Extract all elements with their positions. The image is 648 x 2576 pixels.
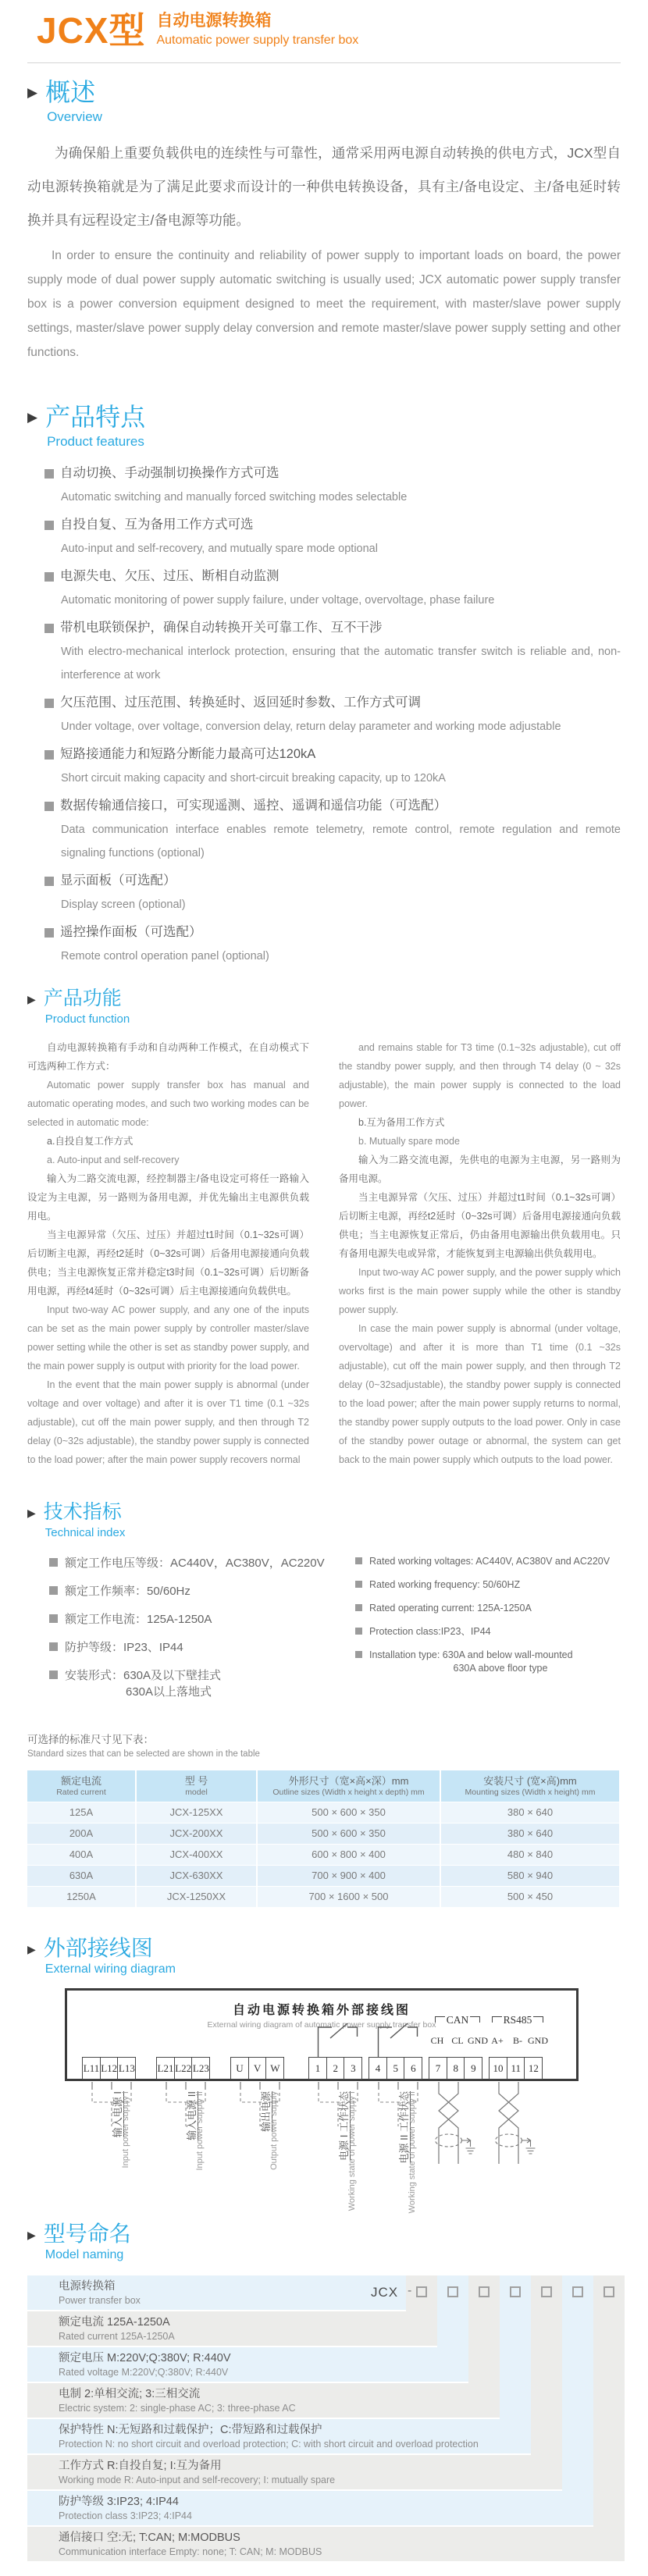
group-label-en: Working state of power supply II xyxy=(408,2091,417,2214)
group-label-en: Output power supply xyxy=(269,2091,279,2170)
technical-item xyxy=(355,1649,621,1675)
function-paragraph xyxy=(27,1151,309,1169)
code-box-icon xyxy=(479,2286,490,2297)
naming-row-zh: 通信接口 空:无; T:CAN; M:MODBUS xyxy=(59,2532,240,2544)
feature-item-zh xyxy=(45,869,621,893)
terminal: U xyxy=(230,2057,249,2080)
size-note-en: Standard sizes that can be selected are shown in the table xyxy=(27,1749,260,1759)
naming-row-en: Power transfer box xyxy=(59,2295,141,2306)
technical-item xyxy=(355,1625,621,1638)
feature-item-zh xyxy=(45,513,621,537)
terminal-group-state2 xyxy=(369,2057,422,2080)
naming-row xyxy=(27,2311,437,2346)
naming-row-zh: 电源转换箱 xyxy=(59,2280,116,2293)
technical-list-zh xyxy=(27,1555,355,1712)
function-paragraph xyxy=(27,1226,309,1300)
naming-row-zh: 额定电流 125A-1250A xyxy=(59,2316,170,2329)
model-cell: JCX-125XX xyxy=(137,1802,256,1823)
function-paragraph-zh: 当主电源异常（欠压、过压）并超过t1时间（0.1~32s可调）后切断主电源，再经t2延时（0~32s可调）后备用电源接通向负载供电；当主电源恢复正常后，仍由备用电源输出供负载用电。只有备用电源失电或异常，才能恢复到主电源输出供负载用电。 xyxy=(339,1192,621,1259)
function-paragraph xyxy=(27,1038,309,1076)
terminal: 1 xyxy=(308,2057,327,2080)
rated-current-cell: 630A xyxy=(27,1866,135,1886)
terminal: 8 xyxy=(447,2057,465,2080)
feature-item-zh xyxy=(45,616,621,640)
terminal: L11 xyxy=(82,2057,101,2080)
diagram-title-zh: 自动电源转换箱外部接线图 xyxy=(232,2004,411,2017)
terminal: L23 xyxy=(191,2057,210,2080)
size-table xyxy=(27,1770,619,1907)
function-paragraph-en: In the event that the main power supply is abnormal (under voltage and over voltage) and after it is over T1 time (0.1 ~32s adjustable), cut off the main power supply, and then through T2 delay (0~32s adjustable), the standby power supply is connected to the load power; after the main power supply recovers normal xyxy=(27,1379,309,1465)
terminal: 9 xyxy=(464,2057,482,2080)
function-paragraph-zh: b.互为备用工作方式 xyxy=(358,1117,445,1128)
bus-name: CAN xyxy=(446,2014,469,2026)
technical-item-text: Rated working frequency: 50/60HZ xyxy=(369,1579,521,1590)
function-paragraph-en: a. Auto-input and self-recovery xyxy=(47,1155,180,1165)
naming-row-zh: 工作方式 R:自投自复; I:互为备用 xyxy=(59,2460,222,2472)
feature-item-en: With electro-mechanical interlock protection, ensuring that the automatic transfer switch is reliable and, non-interference at work xyxy=(61,646,621,681)
naming-prefix: JCX xyxy=(371,2285,399,2300)
bullet-square-icon xyxy=(355,1557,362,1564)
terminal: V xyxy=(248,2057,267,2080)
technical-item-text: Installation type: 630A and below wall-mounted xyxy=(369,1649,573,1660)
mounting-size-cell: 380 × 640 xyxy=(441,1802,619,1823)
code-box-icon xyxy=(416,2286,427,2297)
header-en: model xyxy=(185,1788,208,1797)
feature-item-en: Under voltage, over voltage, conversion delay, return delay parameter and working mode adjustable xyxy=(61,720,561,733)
group-label-zh: 电源 I 工作状态 xyxy=(338,2091,350,2161)
terminal: W xyxy=(265,2057,284,2080)
feature-item-zh-text: 显示面板（可选配） xyxy=(60,873,176,888)
function-paragraph-en: Input two-way AC power supply, and the power supply which works first is the main power supply while the other is standby power supply. xyxy=(339,1267,621,1315)
feature-item xyxy=(45,920,621,968)
features-list xyxy=(27,461,621,968)
technical-item xyxy=(49,1583,355,1599)
header-zh: 外形尺寸（宽×高×深）mm xyxy=(288,1775,409,1787)
section-arrow-icon: ▶ xyxy=(27,1943,36,1955)
group-label-zh: 输入电源 II xyxy=(186,2091,198,2140)
pin-label: A+ xyxy=(491,2035,504,2046)
section-arrow-icon: ▶ xyxy=(27,2229,36,2241)
code-box-icon xyxy=(447,2286,458,2297)
feature-item-zh xyxy=(45,691,621,715)
naming-column xyxy=(562,2275,593,2525)
feature-item-zh xyxy=(45,794,621,818)
naming-row-zh: 额定电压 M:220V;Q:380V; R:440V xyxy=(59,2352,231,2364)
terminal: L22 xyxy=(174,2057,193,2080)
terminal: 7 xyxy=(429,2057,447,2080)
can-pins xyxy=(427,2035,488,2047)
naming-row xyxy=(27,2275,406,2310)
function-paragraph xyxy=(339,1113,621,1132)
technical-item xyxy=(355,1602,621,1615)
naming-row-zh: 电制 2:单相交流; 3:三相交流 xyxy=(59,2388,201,2400)
overview-paragraph-en: In order to ensure the continuity and reliability of power supply to important loads on board, the power supply mode of dual power supply automatic switching is usually used; JCX automatic power supply transfer box is a power conversion equipment designed to meet the requirement, with master/slave power supply settings, master/slave power supply delay conversion and remote master/slave power supply setting and other functions. xyxy=(27,249,621,359)
technical-item xyxy=(355,1555,621,1568)
naming-row-en: Rated voltage M:220V;Q:380V; R:440V xyxy=(59,2367,229,2378)
function-paragraph xyxy=(27,1076,309,1132)
section-technical-heading xyxy=(27,1499,621,1541)
naming-row-zh: 保护特性 N:无短路和过载保护；C:带短路和过载保护 xyxy=(59,2424,322,2436)
technical-item-text: 安装形式：630A及以下壁挂式 xyxy=(65,1669,222,1682)
section-overview-heading xyxy=(27,76,621,126)
mounting-size-cell: 380 × 640 xyxy=(441,1823,619,1844)
function-paragraph xyxy=(339,1151,621,1188)
technical-item-text2: 630A above floor type xyxy=(453,1663,548,1674)
terminal: 5 xyxy=(386,2057,405,2080)
wiring-diagram-box xyxy=(65,1988,579,2081)
rs485-bus-label xyxy=(487,2015,548,2025)
size-table-header-row xyxy=(27,1770,619,1802)
group-label-en: Working state of power supply I xyxy=(347,2091,357,2211)
code-box-icon xyxy=(541,2286,552,2297)
terminal-group-input2 xyxy=(156,2057,209,2080)
bus-name: RS485 xyxy=(503,2014,532,2026)
function-paragraph-zh: 自动电源转换箱有手动和自动两种工作模式，在自动模式下可选两种工作方式： xyxy=(27,1042,309,1072)
feature-item-zh-text: 带机电联锁保护，确保自动转换开关可靠工作、互不干涉 xyxy=(60,621,383,635)
function-paragraph xyxy=(339,1038,621,1113)
terminal: 4 xyxy=(369,2057,387,2080)
feature-item-zh xyxy=(45,564,621,589)
outline-size-cell: 600 × 800 × 400 xyxy=(258,1845,440,1865)
function-paragraph xyxy=(339,1132,621,1151)
overview-paragraph-zh: 为确保船上重要负载供电的连续性与可靠性，通常采用两电源自动转换的供电方式，JCX型自动电源转换箱就是为了满足此要求而设计的一种供电转换设备，具有主/备电设定、主/备电延时转换并具有远程设定主/备电源等功能。 xyxy=(27,145,621,228)
technical-item xyxy=(49,1639,355,1656)
bullet-square-icon xyxy=(45,699,54,708)
terminal: 3 xyxy=(344,2057,362,2080)
feature-item-zh xyxy=(45,920,621,945)
header-en: Outline sizes (Width x height x depth) mm xyxy=(272,1788,425,1797)
feature-item xyxy=(45,691,621,738)
group-label-zh: 输出电源 xyxy=(260,2091,272,2133)
technical-item-text: 额定工作电流：125A-1250A xyxy=(65,1613,212,1626)
pin-label: CH xyxy=(430,2035,444,2046)
technical-item-text: 防护等级：IP23、IP44 xyxy=(65,1641,183,1654)
features-heading-zh: 产品特点 xyxy=(45,403,146,431)
naming-separator: - xyxy=(408,2284,412,2297)
bullet-square-icon xyxy=(45,877,54,886)
feature-item xyxy=(45,513,621,560)
naming-row-en: Rated current 125A-1250A xyxy=(59,2331,175,2342)
wiring-lines xyxy=(65,2081,580,2216)
technical-heading-zh: 技术指标 xyxy=(43,1501,122,1523)
pin-label: B- xyxy=(513,2035,522,2046)
technical-item-text: Rated working voltages: AC440V, AC380V and AC220V xyxy=(369,1556,611,1567)
outline-size-cell: 700 × 1600 × 500 xyxy=(258,1887,440,1907)
feature-item xyxy=(45,869,621,916)
bracket-left-icon xyxy=(435,2016,445,2023)
diagram-title-en: External wiring diagram of automatic power supply transfer box xyxy=(207,2020,436,2030)
group-label-en: Input power supply II xyxy=(195,2091,205,2171)
pin-label: GND xyxy=(528,2035,548,2046)
naming-row-en: Electric system: 2: single-phase AC; 3: three-phase AC xyxy=(59,2403,296,2414)
header-en: Rated current xyxy=(56,1788,106,1797)
section-features-heading xyxy=(27,400,621,450)
bullet-square-icon xyxy=(355,1651,362,1658)
function-paragraph xyxy=(339,1319,621,1469)
switch-symbol-icon xyxy=(308,2021,367,2057)
wiring-heading-zh: 外部接线图 xyxy=(43,1936,153,1960)
size-table-header-cell xyxy=(258,1770,440,1802)
outline-size-cell: 500 × 600 × 350 xyxy=(258,1823,440,1844)
naming-row xyxy=(27,2383,500,2418)
function-columns xyxy=(27,1038,621,1469)
feature-item-zh-text: 数据传输通信接口，可实现遥测、遥控、遥调和遥信功能（可选配） xyxy=(60,799,447,813)
rated-current-cell: 125A xyxy=(27,1802,135,1823)
bullet-square-icon xyxy=(45,750,54,760)
model-naming-table xyxy=(27,2275,625,2561)
bullet-square-icon xyxy=(49,1586,58,1595)
size-table-header-cell xyxy=(137,1770,256,1802)
naming-row xyxy=(27,2455,562,2489)
feature-item-zh-text: 自动切换、手动强制切换操作方式可选 xyxy=(60,466,279,480)
terminal-group-output xyxy=(230,2057,283,2080)
product-titles xyxy=(156,8,358,50)
feature-item-zh-text: 欠压范围、过压范围、转换延时、返回延时参数、工作方式可调 xyxy=(60,696,421,710)
bullet-square-icon xyxy=(45,624,54,633)
naming-row xyxy=(27,2347,468,2382)
size-table-row xyxy=(27,1887,619,1907)
technical-item-text: 额定工作频率：50/60Hz xyxy=(65,1585,190,1598)
function-column-left xyxy=(27,1038,309,1469)
function-paragraph-en: Input two-way AC power supply, and any one of the inputs can be set as the main power supply by controller master/slave power setting while the other is set as standby power supply, and the main power supply is output with priority for the load power. xyxy=(27,1304,309,1372)
size-note-zh: 可选择的标准尺寸见下表： xyxy=(27,1734,154,1745)
function-heading-en: Product function xyxy=(45,1012,130,1026)
outline-size-cell: 700 × 900 × 400 xyxy=(258,1866,440,1886)
group-label-zh: 电源 II 工作状态 xyxy=(398,2091,410,2164)
model-cell: JCX-200XX xyxy=(137,1823,256,1844)
feature-item-zh-text: 遥控操作面板（可选配） xyxy=(60,925,202,939)
feature-item xyxy=(45,461,621,509)
feature-item-en: Automatic monitoring of power supply failure, under voltage, overvoltage, phase failure xyxy=(61,594,495,607)
function-heading-zh: 产品功能 xyxy=(43,987,122,1009)
terminal-group-can xyxy=(429,2057,482,2080)
rs485-pins xyxy=(487,2035,548,2047)
function-paragraph-en: Automatic power supply transfer box has manual and automatic operating modes, and such two working modes can be selected in automatic mode: xyxy=(27,1080,309,1128)
section-arrow-icon: ▶ xyxy=(27,993,36,1005)
feature-item-zh-text: 短路接通能力和短路分断能力最高可达120kA xyxy=(60,747,316,761)
terminal: 2 xyxy=(326,2057,345,2080)
technical-columns xyxy=(27,1555,621,1712)
bullet-square-icon xyxy=(49,1558,58,1567)
section-arrow-icon: ▶ xyxy=(27,85,38,100)
feature-item xyxy=(45,742,621,790)
function-paragraph-en: and remains stable for T3 time (0.1~32s adjustable), cut off the standby power supply, and then through T4 delay (0 ~ 32s adjustable), the main power supply is connected to the load power. xyxy=(339,1042,621,1109)
function-paragraph-zh: 输入为二路交流电源，经控制器主/备电设定可将任一路输入设定为主电源，另一路则为备用电源，并优先输出主电源供负载用电。 xyxy=(27,1173,309,1222)
bullet-square-icon xyxy=(45,802,54,811)
pin-label: GND xyxy=(468,2035,488,2046)
size-table-row xyxy=(27,1845,619,1865)
feature-item-zh xyxy=(45,742,621,767)
bullet-square-icon xyxy=(45,572,54,582)
naming-column xyxy=(593,2275,625,2561)
technical-item xyxy=(49,1667,355,1700)
function-paragraph-zh: 输入为二路交流电源，先供电的电源为主电源，另一路则为备用电源。 xyxy=(339,1155,621,1184)
bullet-square-icon xyxy=(49,1642,58,1651)
naming-heading-en: Model naming xyxy=(45,2248,124,2261)
feature-item-en: Automatic switching and manually forced switching modes selectable xyxy=(61,491,408,503)
outline-size-cell: 500 × 600 × 350 xyxy=(258,1802,440,1823)
feature-item xyxy=(45,616,621,687)
terminal: 6 xyxy=(404,2057,422,2080)
header-divider xyxy=(27,62,621,63)
function-paragraph-zh: 当主电源异常（欠压、过压）并超过t1时间（0.1~32s可调）后切断主电源，再经t2延时（0~32s可调）后备用电源接通向负载供电；当主电源恢复正常并稳定t3时间（0.1~32s可调）后切断备用电源，再经t4延时（0~32s可调）后主电源接通向负载供电。 xyxy=(27,1229,309,1297)
terminal: 10 xyxy=(489,2057,507,2080)
function-paragraph xyxy=(27,1169,309,1226)
naming-row xyxy=(27,2491,593,2525)
technical-item-text2: 630A以上落地式 xyxy=(126,1685,212,1699)
feature-item xyxy=(45,794,621,865)
model-cell: JCX-1250XX xyxy=(137,1887,256,1907)
feature-item-zh xyxy=(45,461,621,486)
feature-item-en: Display screen (optional) xyxy=(61,898,186,911)
section-function-heading xyxy=(27,985,621,1027)
code-box-icon xyxy=(572,2286,583,2297)
technical-item xyxy=(355,1578,621,1592)
feature-item-en: Auto-input and self-recovery, and mutually spare mode optional xyxy=(61,543,378,555)
naming-row-en: Protection class 3:IP23; 4:IP44 xyxy=(59,2510,192,2521)
page-header xyxy=(27,8,621,53)
size-table-body xyxy=(27,1802,619,1907)
bullet-square-icon xyxy=(45,469,54,479)
function-paragraph xyxy=(339,1188,621,1263)
bullet-square-icon xyxy=(45,521,54,530)
bullet-square-icon xyxy=(49,1670,58,1679)
technical-item-text: 额定工作电压等级：AC440V，AC380V，AC220V xyxy=(65,1557,325,1570)
mounting-size-cell: 500 × 450 xyxy=(441,1887,619,1907)
function-paragraph xyxy=(339,1263,621,1319)
wiring-diagram xyxy=(65,1988,580,2216)
technical-list-en xyxy=(355,1555,621,1712)
feature-item-en: Short circuit making capacity and short-circuit breaking capacity, up to 120kA xyxy=(61,772,446,785)
terminal: L21 xyxy=(156,2057,175,2080)
header-zh: 安装尺寸 (宽×高)mm xyxy=(483,1775,577,1787)
terminal: 12 xyxy=(524,2057,543,2080)
terminal-group-rs485 xyxy=(489,2057,542,2080)
bracket-left-icon xyxy=(492,2016,502,2023)
section-arrow-icon: ▶ xyxy=(27,410,38,425)
feature-item-en: Remote control operation panel (optional) xyxy=(61,950,269,962)
rated-current-cell: 200A xyxy=(27,1823,135,1844)
bracket-right-icon xyxy=(533,2016,543,2023)
naming-row-en: Protection N: no short circuit and overload protection; C: with short circuit and overload protection xyxy=(59,2439,479,2450)
terminal: L12 xyxy=(100,2057,119,2080)
header-en: Mounting sizes (Width x height) mm xyxy=(465,1788,596,1797)
function-paragraph xyxy=(27,1300,309,1375)
features-heading-en: Product features xyxy=(47,434,144,449)
overview-heading-en: Overview xyxy=(47,109,102,124)
bullet-square-icon xyxy=(355,1581,362,1588)
technical-heading-en: Technical index xyxy=(45,1526,126,1539)
function-paragraph xyxy=(27,1375,309,1469)
technical-item xyxy=(49,1611,355,1628)
naming-row-en: Working mode R: Auto-input and self-recovery; I: mutually spare xyxy=(59,2475,336,2485)
size-table-header-cell xyxy=(441,1770,619,1802)
size-table-row xyxy=(27,1823,619,1844)
bullet-square-icon xyxy=(49,1614,58,1623)
header-zh: 型 号 xyxy=(184,1775,208,1787)
size-table-header-cell xyxy=(27,1770,135,1802)
section-wiring-heading xyxy=(27,1935,621,1977)
overview-heading-zh: 概述 xyxy=(45,78,96,106)
mounting-size-cell: 480 × 840 xyxy=(441,1845,619,1865)
terminal-group-input1 xyxy=(82,2057,135,2080)
can-bus-label xyxy=(427,2015,488,2025)
function-paragraph-zh: a.自投自复工作方式 xyxy=(47,1136,134,1147)
section-arrow-icon: ▶ xyxy=(27,1507,36,1519)
product-model: JCX型 xyxy=(37,10,146,51)
rated-current-cell: 1250A xyxy=(27,1887,135,1907)
product-title-zh: 自动电源转换箱 xyxy=(156,12,272,30)
model-cell: JCX-400XX xyxy=(137,1845,256,1865)
size-table-row xyxy=(27,1802,619,1823)
section-naming-heading xyxy=(27,2221,621,2263)
technical-item-text: Rated operating current: 125A-1250A xyxy=(369,1603,532,1614)
bullet-square-icon xyxy=(355,1604,362,1611)
bracket-right-icon xyxy=(470,2016,480,2023)
group-label-en: Input power supply I xyxy=(121,2091,130,2169)
bullet-square-icon xyxy=(355,1628,362,1635)
terminal: L13 xyxy=(117,2057,136,2080)
feature-item-en: Data communication interface enables remote telemetry, remote control, remote regulation and remote signaling functions (optional) xyxy=(61,824,621,859)
switch-symbol-icon xyxy=(369,2021,427,2057)
function-column-right xyxy=(339,1038,621,1469)
feature-item-zh-text: 电源失电、欠压、过压、断相自动监测 xyxy=(60,569,279,583)
terminal-group-state1 xyxy=(308,2057,361,2080)
technical-item-text: Protection class:IP23、IP44 xyxy=(369,1626,491,1637)
function-paragraph xyxy=(27,1132,309,1151)
feature-item xyxy=(45,564,621,612)
feature-item-zh-text: 自投自复、互为备用工作方式可选 xyxy=(60,518,254,532)
naming-heading-zh: 型号命名 xyxy=(43,2222,131,2246)
naming-row xyxy=(27,2419,531,2453)
naming-row xyxy=(27,2527,625,2561)
wiring-heading-en: External wiring diagram xyxy=(45,1962,176,1976)
pin-label: CL xyxy=(451,2035,464,2046)
product-title-en: Automatic power supply transfer box xyxy=(156,34,359,47)
function-paragraph-en: In case the main power supply is abnormal (under voltage, overvoltage) and after it is more than T1 time (0.1 ~32s adjustable), cut off the main power supply, and then through T2 delay (0~32sadjustable), the standby power supply is connected to the load power; after the main power supply returns to normal, the standby power supply outputs to the load power. Only in case of the standby power outage or abnormal, the system can get back to the main power supply which outputs to the load power. xyxy=(339,1323,621,1465)
rated-current-cell: 400A xyxy=(27,1845,135,1865)
group-label-zh: 输入电源 I xyxy=(112,2091,123,2138)
bullet-square-icon xyxy=(45,928,54,938)
naming-row-en: Communication interface Empty: none; T: CAN; M: MODBUS xyxy=(59,2546,322,2557)
terminal: 11 xyxy=(507,2057,525,2080)
mounting-size-cell: 580 × 940 xyxy=(441,1866,619,1886)
function-paragraph-en: b. Mutually spare mode xyxy=(358,1136,460,1147)
size-table-row xyxy=(27,1866,619,1886)
technical-item xyxy=(49,1555,355,1571)
code-box-icon xyxy=(510,2286,521,2297)
naming-row-zh: 防护等级 3:IP23; 4:IP44 xyxy=(59,2496,179,2508)
model-cell: JCX-630XX xyxy=(137,1866,256,1886)
header-zh: 额定电流 xyxy=(60,1775,101,1787)
code-box-icon xyxy=(603,2286,614,2297)
